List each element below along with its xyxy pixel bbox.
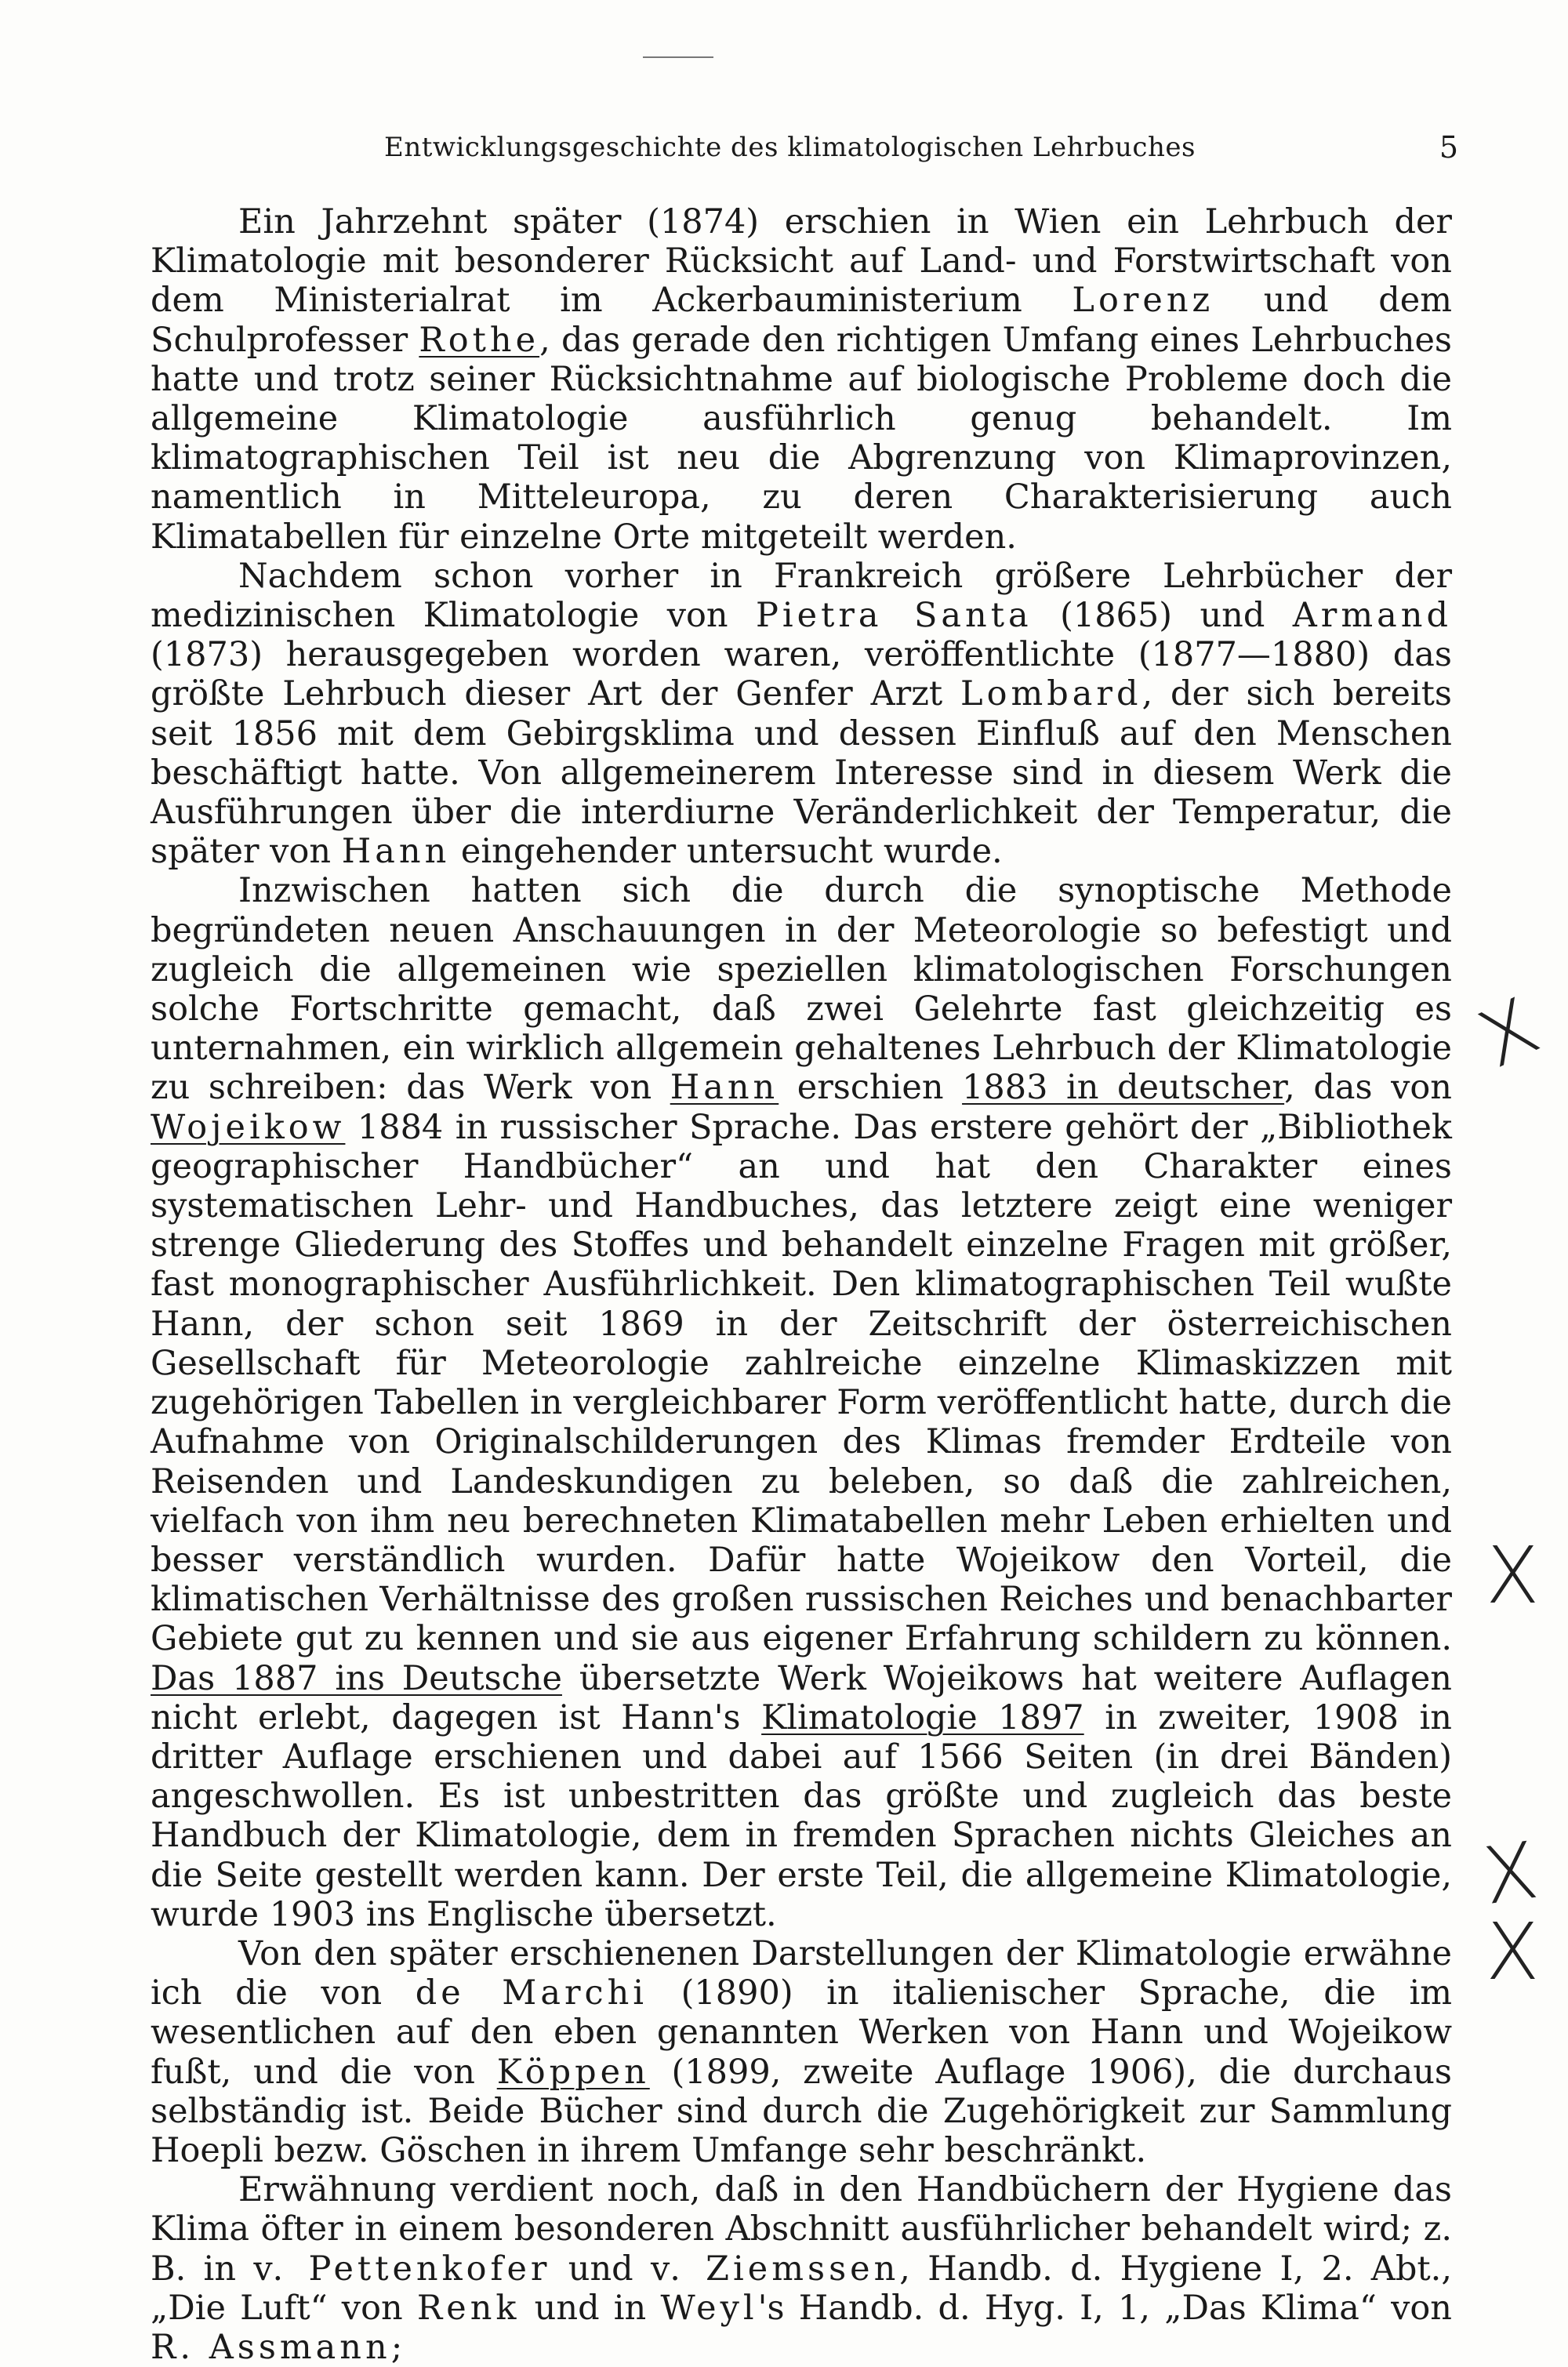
author-name: Lombard — [960, 674, 1142, 714]
author-name: v. Pettenkofer — [253, 2249, 551, 2289]
text-run: , der sich bereits seit 1856 mit dem Gebirgsklima und dessen Einfluß auf den Menschen beschäftigt hatte. Von allgemeinerem Interesse sind in diesem Werk die Ausführungen über die interdiurne Veränderlichkeit der Temperatur, die später von — [151, 674, 1452, 872]
body-text — [151, 202, 1452, 2367]
paragraph-5 — [151, 2170, 1452, 2367]
text-run: 1884 in russischer Sprache. Das erstere gehört der „Bibliothek geographischer Handbücher“ an und hat den Charakter eines systematischen Lehr- und Handbuches, das letztere zeigt eine weniger strenge Gliederung des Stoffes und behandelt einzelne Fragen mit größer, fast monographischer Ausführlichkeit. Den klimatographischen Teil wußte Hann, der schon seit 1869 in der Zeitschrift der österreichischen Gesellschaft für Meteorologie zahlreiche einzelne Klimaskizzen mit zugehörigen Tabellen in vergleichbarer Form veröffentlicht hatte, durch die Aufnahme von Originalschilderungen des Klimas fremder Erdteile von Reisenden und Landeskundigen zu beleben, so daß die zahlreichen, vielfach von ihm neu berechneten Klimatabellen mehr Leben erhielten und besser verständlich wurden. Dafür hatte Wojeikow den Vorteil, die klimatischen Verhältnisse des großen russischen Reiches und benachbarter Gebiete gut zu kennen und sie aus eigener Erfahrung schildern zu können. — [151, 1107, 1452, 1659]
text-run: , das gerade den richtigen Umfang eines Lehrbuches hatte und trotz seiner Rücksichtnahme auf biologische Probleme doch die allgemeine Klimatologie ausführlich genug behandelt. Im klimatographischen Teil ist neu die Abgrenzung von Klimaprovinzen, namentlich in Mitteleuropa, zu deren Charakterisierung auch Klimatabellen für einzelne Orte mitgeteilt werden. — [151, 320, 1452, 557]
margin-cross-mark-icon: X — [1486, 1530, 1540, 1621]
margin-cross-mark-icon: X — [1477, 1824, 1544, 1923]
author-name: de Marchi — [415, 1973, 648, 2013]
header-title: Entwicklungsgeschichte des klimatologischen Lehrbuches — [384, 132, 1196, 163]
text-run: (1873) herausgegeben worden waren, veröffentlichte (1877—1880) das größte Lehrbuch dieser Art der Genfer Arzt — [151, 635, 1452, 714]
underlined-text: Das 1887 ins Deutsche — [151, 1658, 562, 1698]
text-run: Erwähnung verdient noch, daß in den Handbüchern der Hygiene das Klima öfter in einem besonderen Abschnitt ausführlicher behandelt wird; z. B. in — [151, 2170, 1452, 2289]
page-number: 5 — [1439, 130, 1458, 165]
text-run: in zweiter, 1908 in dritter Auflage erschienen und dabei auf 1566 Seiten (in drei Bänden) angeschwollen. Es ist unbestritten das größte und zugleich das beste Handbuch der Klimatologie, dem in fremden Sprachen nichts Gleiches an die Seite gestellt werden kann. Der erste Teil, die allgemeine Klimatologie, wurde 1903 ins Englische übersetzt. — [151, 1697, 1452, 1934]
author-name: Pietra Santa — [755, 596, 1033, 636]
text-run: 's Handb. d. Hyg. I, 1, „Das Klima“ von — [757, 2288, 1452, 2328]
author-name: Hann — [670, 1068, 779, 1108]
text-run: , Handb. d. Hygiene I, 2. Abt., „Die Luft“ von — [151, 2249, 1452, 2328]
scan-artifact — [643, 56, 713, 58]
author-name: Renk — [416, 2288, 521, 2328]
author-name: R. Assmann — [151, 2327, 391, 2367]
author-name: Wojeikow — [151, 1107, 346, 1147]
text-run: ; — [390, 2327, 403, 2367]
author-name: Hann — [341, 832, 451, 872]
text-run: Inzwischen hatten sich die durch die synoptische Methode begründeten neuen Anschauungen in der Meteorologie so befestigt und zugleich die allgemeinen wie speziellen klimatologischen Forschungen solche Fortschritte gemacht, daß zwei Gelehrte fast gleichzeitig es unternahmen, ein wirklich allgemein gehaltenes Lehrbuch der Klimatologie zu schreiben: das Werk von — [151, 871, 1452, 1108]
author-name: Weyl — [660, 2288, 758, 2328]
text-run: Von den später erschienenen Darstellungen der Klimatologie erwähne ich die von — [151, 1933, 1452, 2013]
text-run: eingehender untersucht wurde. — [450, 832, 1003, 872]
author-name: Lorenz — [1072, 281, 1214, 321]
author-name: Köppen — [496, 2052, 650, 2092]
paragraph-3 — [151, 871, 1452, 1933]
author-name: v. Ziemssen — [651, 2249, 900, 2289]
text-run: , das von — [1284, 1068, 1452, 1108]
underlined-text: Klimatologie 1897 — [761, 1697, 1084, 1737]
margin-cross-mark-icon: X — [1486, 1906, 1540, 1998]
text-run: Ein Jahrzehnt später (1874) erschien in Wien ein Lehrbuch der Klimatologie mit besonderer Rücksicht auf Land- und Forstwirtschaft von dem Ministerialrat im Ackerbauministerium — [151, 202, 1452, 321]
paragraph-1 — [151, 202, 1452, 557]
text-run: (1865) und — [1032, 596, 1293, 636]
text-run: und in — [520, 2288, 661, 2328]
text-run: übersetzte Werk Wojeikows hat weitere Auflagen nicht erlebt, dagegen ist Hann's — [151, 1658, 1452, 1737]
text-run: (1899, zweite Auflage 1906), die durchaus selbständig ist. Beide Bücher sind durch die Zugehörigkeit zur Sammlung Hoepli bezw. Göschen in ihrem Umfange sehr beschränkt. — [151, 2052, 1452, 2170]
text-run: (1890) in italienischer Sprache, die im wesentlichen auf den eben genannten Werken von Hann und Wojeikow fußt, und die von — [151, 1973, 1453, 2092]
running-header — [149, 132, 1458, 171]
author-name: Rothe — [419, 320, 540, 360]
text-run: und dem Schulprofesser — [151, 281, 1453, 360]
margin-cross-mark-icon: X — [1465, 980, 1552, 1087]
text-run: Nachdem schon vorher in Frankreich größere Lehrbücher der medizinischen Klimatologie von — [151, 556, 1452, 636]
paragraph-4 — [151, 1934, 1452, 2170]
underlined-text: 1883 in deutscher — [962, 1068, 1285, 1108]
text-run: und — [550, 2249, 651, 2289]
text-run: erschien — [779, 1068, 963, 1108]
paragraph-2 — [151, 557, 1452, 872]
author-name: Armand — [1292, 596, 1452, 636]
